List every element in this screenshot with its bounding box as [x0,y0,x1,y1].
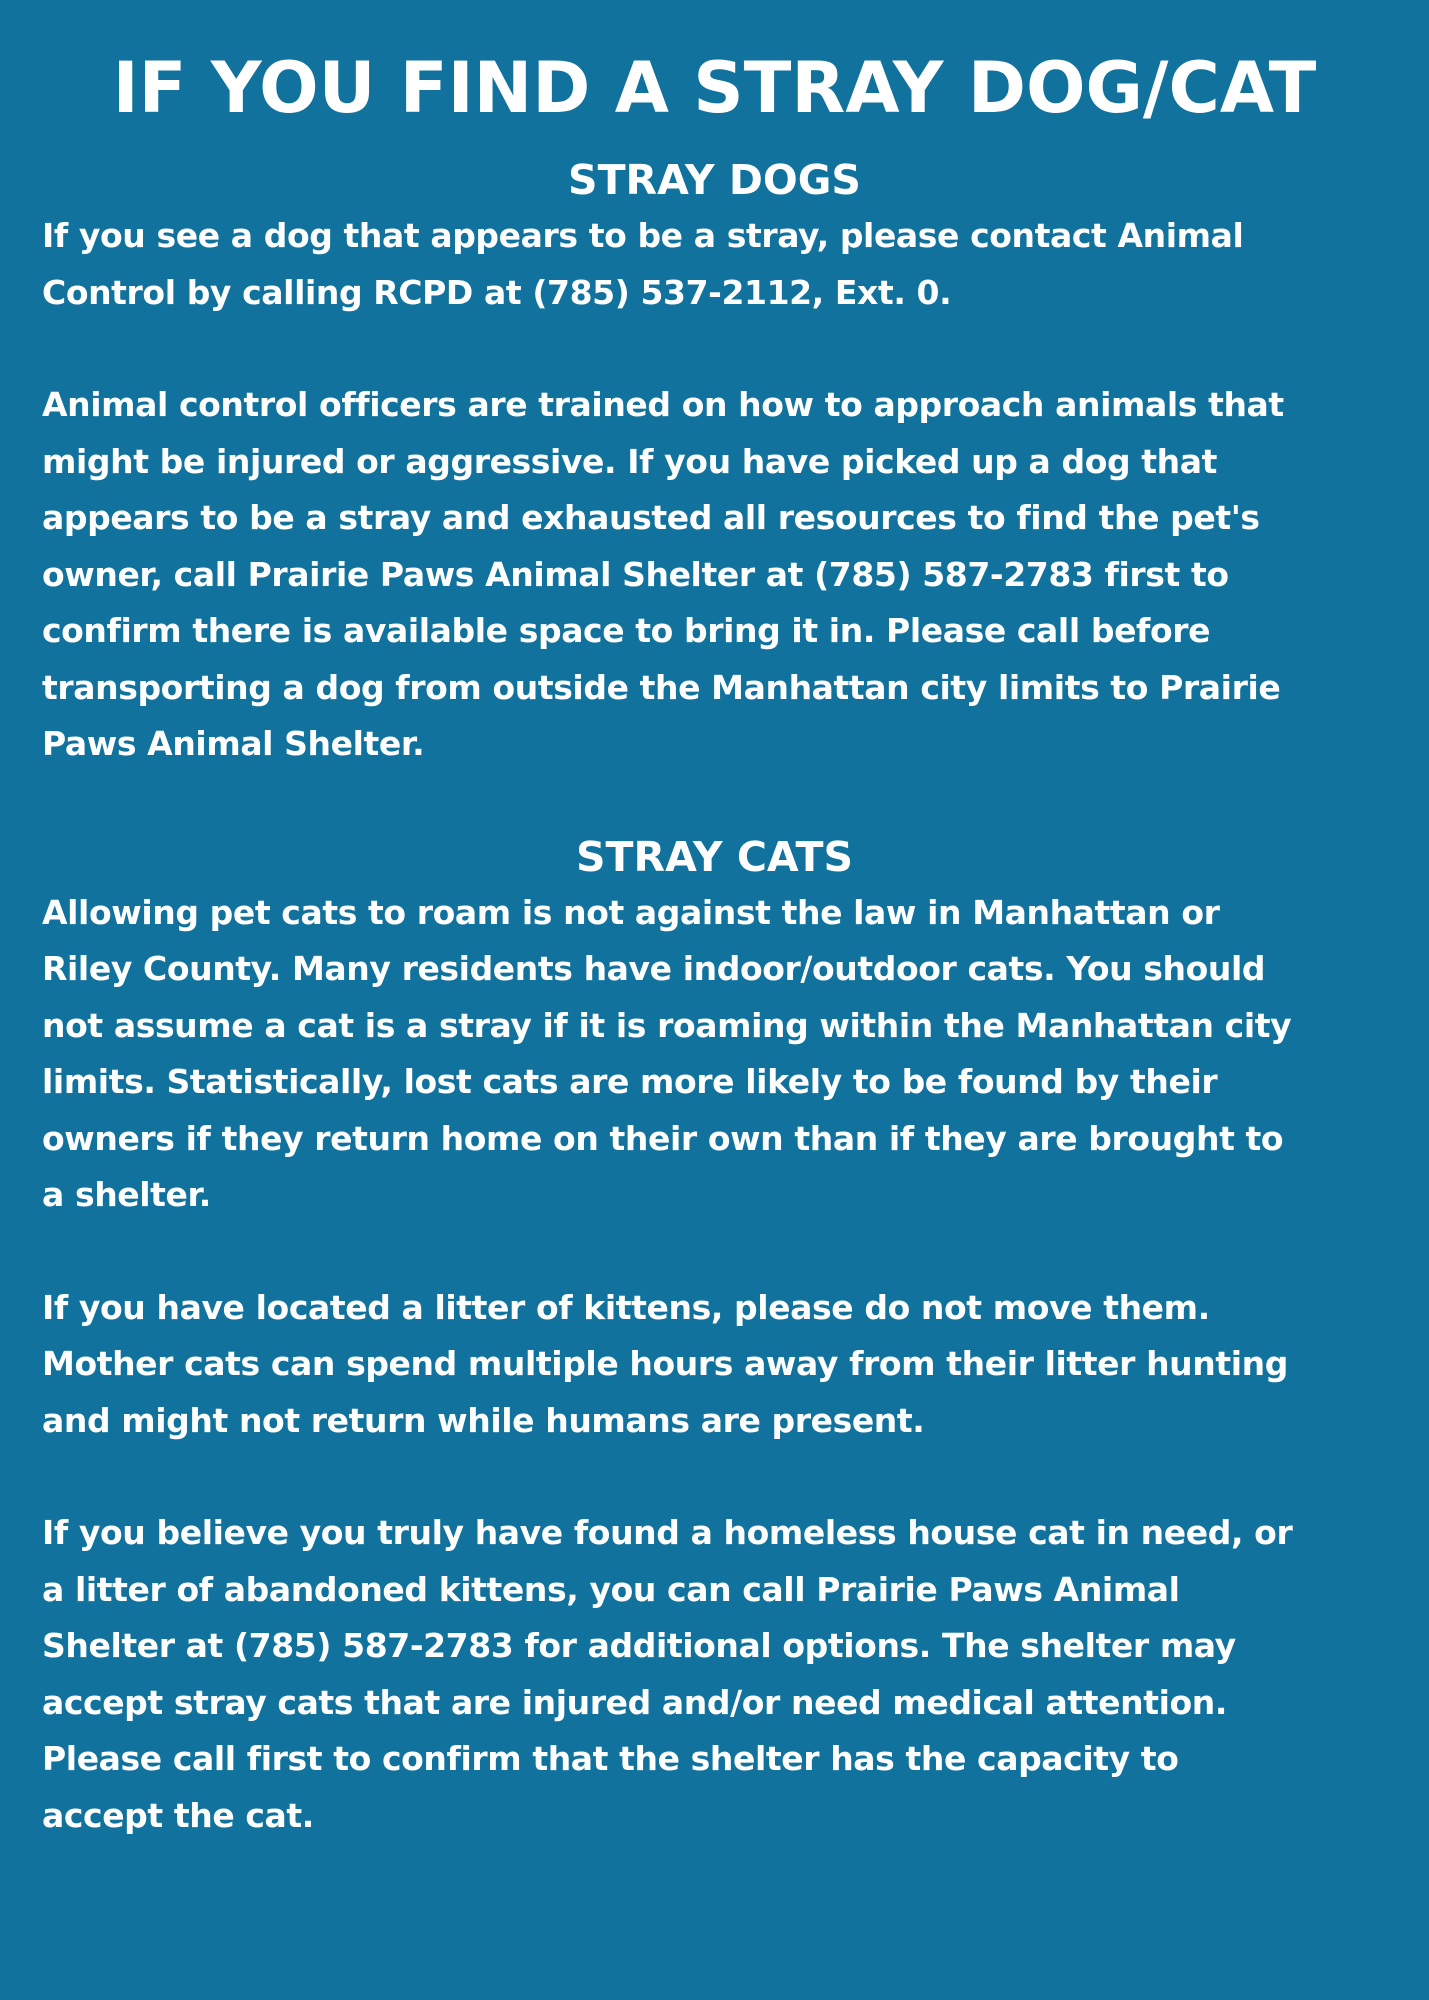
page-title: IF YOU FIND A STRAY DOG/CAT [112,47,1317,129]
stray-cats-heading: STRAY CATS [576,832,853,881]
stray-cats-paragraph-shelter: If you believe you truly have found a homeless house cat in need, or a litter of abandoned kittens, you can call Prairie Paws Animal Shelter at (785) 587-2783 for additional options. The shelter may accept stray cats that are injured and/or need medical attention. Please call first to confirm that the shelter has the capacity to accept the cat. [42,1513,1293,1835]
stray-cats-paragraph-roaming: Allowing pet cats to roam is not against the law in Manhattan or Riley County. Many residents have indoor/outdoor cats. You should not assume a cat is a stray if it is roaming within the Manhattan city limits. Statistically, lost cats are more likely to be found by their owners if they return home on their own than if they are brought to a shelter. [42,892,1292,1214]
stray-dogs-section [42,152,1387,773]
stray-cats-paragraph-kittens: If you have located a litter of kittens, please do not move them. Mother cats can spend multiple hours away from their litter hunting and might not return while humans are present. [42,1287,1288,1440]
stray-cats-section [42,829,1387,1845]
stray-dogs-paragraph-contact: If you see a dog that appears to be a stray, please contact Animal Control by calling RCPD at (785) 537-2112, Ext. 0. [42,216,1244,312]
stray-dogs-heading: STRAY DOGS [568,156,861,204]
stray-dogs-paragraph-shelter: Animal control officers are trained on how to approach animals that might be injured or aggressive. If you have picked up a dog that appears to be a stray and exhausted all resources to find the pet's owner, call Prairie Paws Animal Shelter at (785) 587-2783 first to confirm there is available space to bring it in. Please call before transporting a dog from outside the Manhattan city limits to Prairie Paws Animal Shelter. [42,385,1284,763]
